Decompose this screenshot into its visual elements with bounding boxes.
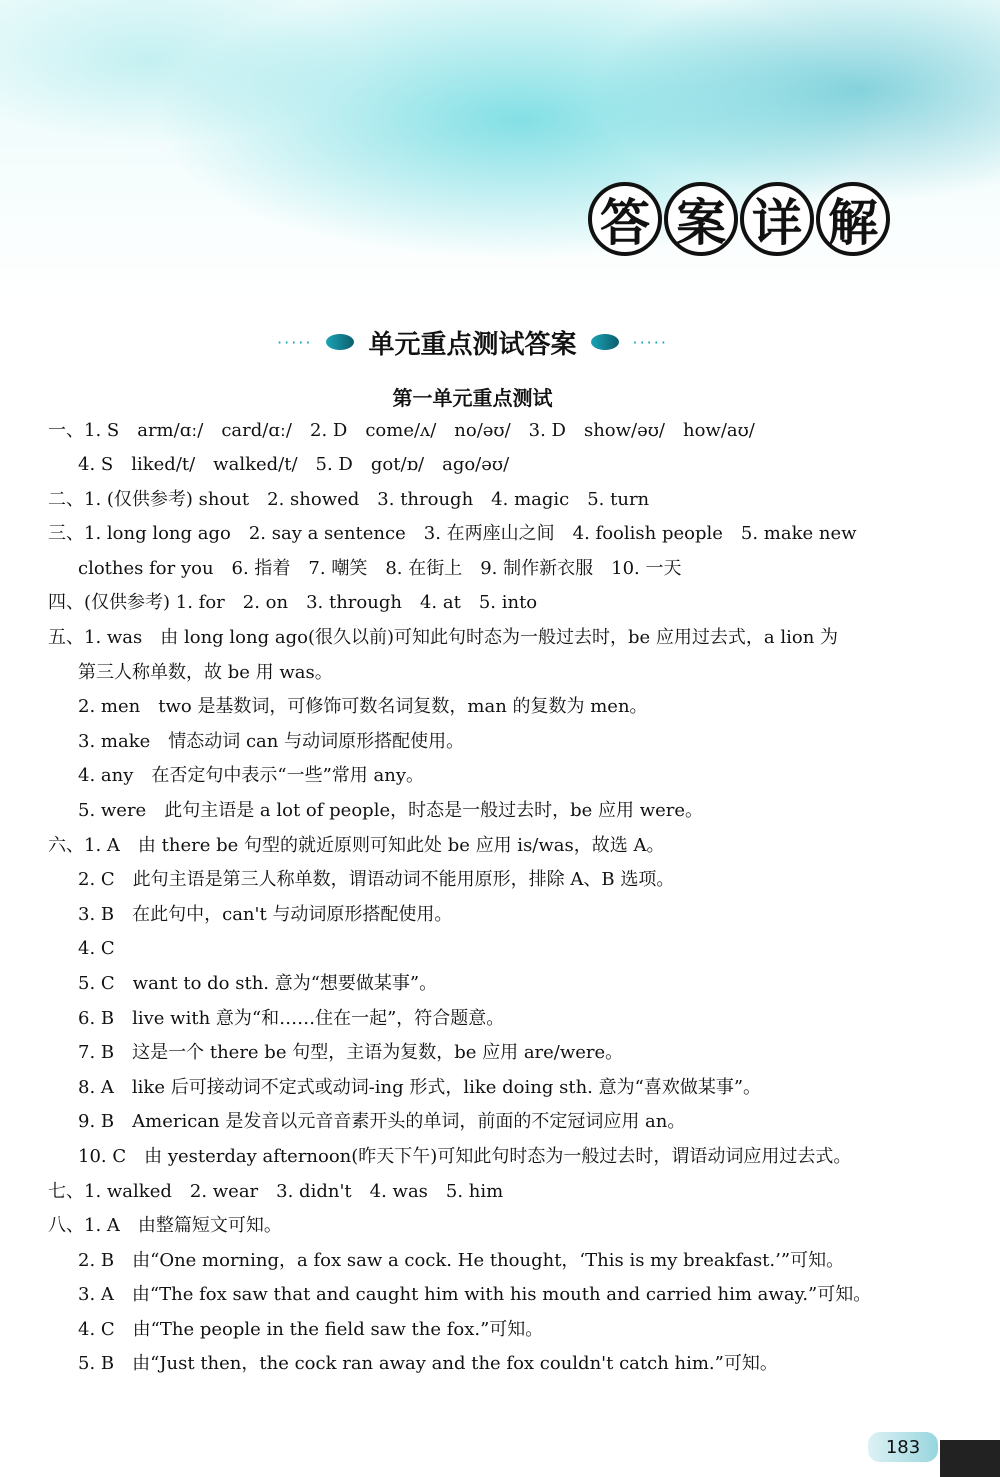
page-corner-decoration (940, 1440, 1000, 1477)
section-header (230, 318, 715, 366)
answer-line: 2. C 此句主语是第三人称单数，谓语动词不能用原形，排除 A、B 选项。 (78, 869, 675, 890)
answer-line: 5. C want to do sth. 意为“想要做某事”。 (78, 973, 438, 994)
answer-line: 7. B 这是一个 there be 句型，主语为复数，be 应用 are/were。 (78, 1042, 624, 1063)
decoration-dots-right: ····· (632, 332, 668, 352)
answer-line: 4. any 在否定句中表示“一些”常用 any。 (78, 765, 425, 786)
answer-line: 8. A like 后可接动词不定式或动词-ing 形式，like doing sth. 意为“喜欢做某事”。 (78, 1077, 762, 1098)
banner-title-char: 案 (664, 182, 738, 256)
answer-line: 四、(仅供参考) 1. for 2. on 3. through 4. at 5. into (48, 592, 538, 613)
unit-title: 第一单元重点测试 (392, 386, 553, 410)
answer-line: 5. were 此句主语是 a lot of people，时态是一般过去时，be 应用 were。 (78, 800, 704, 821)
banner-title-char: 解 (816, 182, 890, 256)
page-number: 183 (868, 1432, 938, 1462)
answer-line: clothes for you 6. 指着 7. 嘲笑 8. 在街上 9. 制作新衣服 10. 一天 (78, 558, 682, 579)
answer-line: 3. A 由“The fox saw that and caught him with his mouth and carried him away.”可知。 (78, 1284, 872, 1305)
banner-title-char: 详 (740, 182, 814, 256)
decoration-dots-left: ····· (277, 332, 313, 352)
answer-line: 七、1. walked 2. wear 3. didn't 4. was 5. him (48, 1181, 504, 1202)
answer-line: 2. B 由“One morning，a fox saw a cock. He thought，‘This is my breakfast.’”可知。 (78, 1250, 845, 1271)
answer-line: 3. make 情态动词 can 与动词原形搭配使用。 (78, 731, 465, 752)
answer-line: 4. C 由“The people in the field saw the fox.”可知。 (78, 1319, 544, 1340)
swirl-right-icon (591, 334, 619, 350)
answer-line: 4. C (78, 938, 115, 959)
banner-title (588, 182, 890, 256)
answer-line: 第三人称单数，故 be 用 was。 (78, 662, 333, 683)
answer-line: 二、1. (仅供参考) shout 2. showed 3. through 4. magic 5. turn (48, 489, 650, 510)
answer-line: 2. men two 是基数词，可修饰可数名词复数，man 的复数为 men。 (78, 696, 648, 717)
answer-line: 一、1. S arm/ɑː/ card/ɑː/ 2. D come/ʌ/ no/əʊ/ 3. D show/əʊ/ how/aʊ/ (48, 420, 755, 441)
answer-line: 9. B American 是发音以元音音素开头的单词，前面的不定冠词应用 an。 (78, 1111, 686, 1132)
answer-line: 10. C 由 yesterday afternoon(昨天下午)可知此句时态为一般过去时，谓语动词应用过去式。 (78, 1146, 852, 1167)
answer-line: 五、1. was 由 long long ago(很久以前)可知此句时态为一般过去时，be 应用过去式，a lion 为 (48, 627, 839, 648)
answer-line: 三、1. long long ago 2. say a sentence 3. 在两座山之间 4. foolish people 5. make new (48, 523, 857, 544)
answer-line: 6. B live with 意为“和……住在一起”，符合题意。 (78, 1008, 505, 1029)
header-banner (0, 0, 1000, 300)
section-title: 单元重点测试答案 (368, 329, 577, 360)
answer-line: 4. S liked/t/ walked/t/ 5. D got/ɒ/ ago/əʊ/ (78, 454, 510, 475)
answer-line: 5. B 由“Just then，the cock ran away and the fox couldn't catch him.”可知。 (78, 1353, 778, 1374)
answer-line: 八、1. A 由整篇短文可知。 (48, 1215, 282, 1236)
answer-line: 六、1. A 由 there be 句型的就近原则可知此处 be 应用 is/was，故选 A。 (48, 835, 665, 856)
swirl-left-icon (326, 334, 354, 350)
answer-line: 3. B 在此句中，can't 与动词原形搭配使用。 (78, 904, 453, 925)
banner-title-char: 答 (588, 182, 662, 256)
